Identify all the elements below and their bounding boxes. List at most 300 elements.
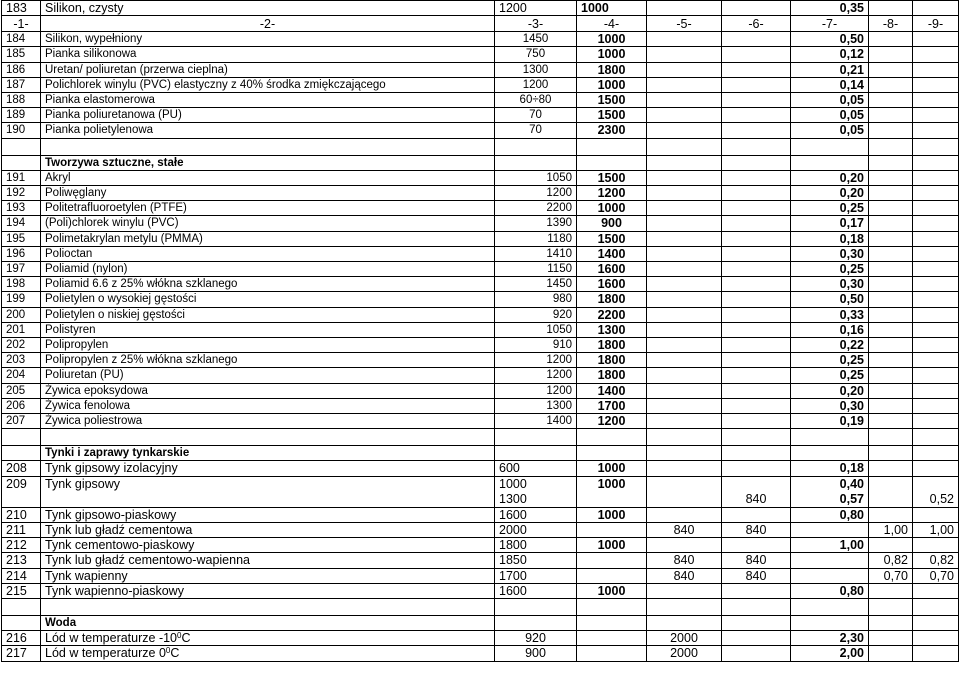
superscript: 0	[165, 646, 171, 656]
section-header-row	[2, 615, 959, 630]
table-cell	[869, 353, 913, 368]
conductivity-value: 0,12	[791, 47, 869, 62]
density-value: 600	[495, 461, 577, 476]
table-cell	[722, 32, 791, 47]
table-cell	[869, 398, 913, 413]
material-name: Silikon, wypełniony	[41, 32, 495, 47]
table-cell	[647, 1, 722, 16]
table-cell	[2, 155, 41, 170]
table-cell	[869, 1, 913, 16]
table-cell	[722, 631, 791, 646]
spacer-row	[2, 598, 959, 615]
table-value: 2000	[647, 646, 722, 661]
table-cell	[2, 615, 41, 630]
density-value: 1410	[495, 246, 577, 261]
specific-heat-value: 2300	[577, 123, 647, 138]
materials-table	[1, 0, 959, 662]
row-number: 206	[2, 398, 41, 413]
table-cell	[722, 93, 791, 108]
table-cell	[577, 138, 647, 155]
table-cell	[869, 446, 913, 461]
material-name: Pianka polietylenowa	[41, 123, 495, 138]
material-name: Akryl	[41, 170, 495, 185]
row-number: 215	[2, 583, 41, 598]
row-number: 199	[2, 292, 41, 307]
table-cell	[2, 446, 41, 461]
material-name: (Poli)chlorek winylu (PVC)	[41, 216, 495, 231]
density-value: 1600	[495, 583, 577, 598]
material-name: Polipropylen z 25% włókna szklanego	[41, 353, 495, 368]
table-row	[2, 461, 959, 476]
material-name: Tynk cementowo-piaskowy	[41, 538, 495, 553]
table-cell	[647, 123, 722, 138]
column-header: -3-	[495, 16, 577, 32]
table-value: 840	[722, 568, 791, 583]
row-number: 189	[2, 108, 41, 123]
table-value	[913, 538, 959, 553]
table-cell	[913, 216, 959, 231]
specific-heat-value: 1300	[577, 322, 647, 337]
density-value: 1150	[495, 262, 577, 277]
table-row	[2, 1, 959, 16]
table-cell	[722, 615, 791, 630]
density-value: 1450	[495, 32, 577, 47]
row-number: 185	[2, 47, 41, 62]
row-number: 202	[2, 338, 41, 353]
conductivity-value: 0,30	[791, 398, 869, 413]
table-cell	[647, 476, 722, 507]
table-cell	[647, 353, 722, 368]
table-row	[2, 414, 959, 429]
table-cell	[913, 292, 959, 307]
table-cell	[722, 216, 791, 231]
table-cell	[913, 170, 959, 185]
table-cell	[869, 598, 913, 615]
table-cell	[722, 201, 791, 216]
table-value: 840	[722, 522, 791, 537]
table-value	[913, 507, 959, 522]
section-header-row	[2, 446, 959, 461]
table-row	[2, 522, 959, 537]
density-value: 1700	[495, 568, 577, 583]
table-cell	[722, 398, 791, 413]
table-cell	[913, 93, 959, 108]
table-value	[722, 461, 791, 476]
table-cell	[913, 262, 959, 277]
table-value: 840	[745, 491, 767, 506]
table-cell	[913, 186, 959, 201]
row-number: 210	[2, 507, 41, 522]
table-value	[647, 507, 722, 522]
table-value: 1,00	[913, 522, 959, 537]
material-name: Uretan/ poliuretan (przerwa cieplna)	[41, 62, 495, 77]
table-value	[647, 583, 722, 598]
spacer-row	[2, 138, 959, 155]
row-number: 191	[2, 170, 41, 185]
table-cell	[647, 138, 722, 155]
density-value: 1050	[495, 170, 577, 185]
row-number: 195	[2, 231, 41, 246]
density-value: 70	[495, 123, 577, 138]
table-cell	[869, 123, 913, 138]
table-cell	[577, 598, 647, 615]
table-value: 1,00	[869, 522, 913, 537]
table-cell	[791, 138, 869, 155]
table-cell	[722, 383, 791, 398]
table-value: 0,70	[869, 568, 913, 583]
table-cell	[913, 47, 959, 62]
table-cell	[791, 615, 869, 630]
table-cell	[869, 77, 913, 92]
table-cell	[722, 429, 791, 446]
table-cell	[722, 108, 791, 123]
table-value	[913, 583, 959, 598]
material-name	[41, 631, 495, 646]
table-row	[2, 368, 959, 383]
density-value: 2200	[495, 201, 577, 216]
row-number: 190	[2, 123, 41, 138]
table-cell	[647, 414, 722, 429]
table-cell	[869, 615, 913, 630]
conductivity-value: 0,57	[839, 491, 864, 506]
material-name: Pianka silikonowa	[41, 47, 495, 62]
column-header: -1-	[2, 16, 41, 32]
table-cell	[722, 414, 791, 429]
column-header: -7-	[791, 16, 869, 32]
row-number: 188	[2, 93, 41, 108]
column-header: -6-	[722, 16, 791, 32]
specific-heat-value: 1500	[577, 170, 647, 185]
row-number: 209	[2, 476, 41, 507]
table-cell	[913, 368, 959, 383]
table-cell	[913, 338, 959, 353]
table-value: 840	[647, 553, 722, 568]
table-cell	[495, 615, 577, 630]
density-value: 1800	[495, 538, 577, 553]
material-name: Tynk gipsowy	[41, 476, 495, 507]
row-number: 204	[2, 368, 41, 383]
table-row	[2, 62, 959, 77]
density-value: 1200	[495, 368, 577, 383]
conductivity-value: 0,25	[791, 368, 869, 383]
table-cell	[647, 216, 722, 231]
specific-heat-value: 1000	[577, 507, 647, 522]
table-row	[2, 568, 959, 583]
specific-heat-value: 1000	[577, 461, 647, 476]
table-value: 0,82	[869, 553, 913, 568]
specific-heat-value: 1400	[577, 383, 647, 398]
table-cell	[869, 170, 913, 185]
table-cell	[647, 446, 722, 461]
table-row	[2, 631, 959, 646]
material-name: Polietylen o niskiej gęstości	[41, 307, 495, 322]
table-cell	[647, 322, 722, 337]
row-number: 214	[2, 568, 41, 583]
superscript: 0	[177, 631, 182, 641]
specific-heat-value	[577, 522, 647, 537]
conductivity-value: 2,00	[791, 646, 869, 661]
table-cell	[647, 77, 722, 92]
table-cell	[913, 631, 959, 646]
table-cell	[869, 292, 913, 307]
table-cell	[647, 615, 722, 630]
table-row	[2, 398, 959, 413]
conductivity-value	[791, 553, 869, 568]
row-number: 196	[2, 246, 41, 261]
specific-heat-value: 1800	[577, 353, 647, 368]
table-body	[2, 1, 959, 662]
material-name: Polipropylen	[41, 338, 495, 353]
material-name: Polimetakrylan metylu (PMMA)	[41, 231, 495, 246]
table-cell	[647, 108, 722, 123]
table-cell	[869, 383, 913, 398]
density-value: 1200	[495, 1, 577, 16]
conductivity-value: 0,25	[791, 201, 869, 216]
specific-heat-value: 1000	[577, 47, 647, 62]
density-value: 1200	[495, 353, 577, 368]
conductivity-value: 0,35	[791, 1, 869, 16]
material-name: Żywica fenolowa	[41, 398, 495, 413]
table-cell	[913, 108, 959, 123]
material-name: Silikon, czysty	[41, 1, 495, 16]
conductivity-value: 0,22	[791, 338, 869, 353]
material-name: Żywica epoksydowa	[41, 383, 495, 398]
specific-heat-value: 1800	[577, 62, 647, 77]
table-cell	[722, 646, 791, 661]
density-value: 1300	[495, 62, 577, 77]
table-cell	[913, 307, 959, 322]
section-header-row	[2, 155, 959, 170]
specific-heat-value: 1800	[577, 368, 647, 383]
density-value: 980	[495, 292, 577, 307]
density-value: 1400	[495, 414, 577, 429]
density-value: 1300	[495, 398, 577, 413]
table-cell	[722, 322, 791, 337]
table-cell	[577, 615, 647, 630]
specific-heat-value	[577, 568, 647, 583]
specific-heat-value: 900	[577, 216, 647, 231]
table-cell	[722, 77, 791, 92]
table-cell	[722, 338, 791, 353]
conductivity-value: 0,18	[791, 461, 869, 476]
table-cell	[913, 138, 959, 155]
table-row	[2, 123, 959, 138]
material-name: Tynk wapienny	[41, 568, 495, 583]
density-value: 1600	[495, 507, 577, 522]
row-number: 184	[2, 32, 41, 47]
row-number: 211	[2, 522, 41, 537]
table-cell	[647, 246, 722, 261]
table-cell	[869, 277, 913, 292]
table-cell	[41, 598, 495, 615]
table-cell	[869, 62, 913, 77]
table-cell	[913, 322, 959, 337]
conductivity-value: 0,21	[791, 62, 869, 77]
table-cell	[913, 615, 959, 630]
conductivity-value: 0,20	[791, 383, 869, 398]
table-cell	[869, 186, 913, 201]
row-number: 186	[2, 62, 41, 77]
unit: C	[170, 646, 180, 661]
density-value: 1050	[495, 322, 577, 337]
specific-heat-value: 1400	[577, 246, 647, 261]
density-value: 920	[495, 631, 577, 646]
table-cell	[869, 155, 913, 170]
material-name: Poliwęglany	[41, 186, 495, 201]
table-cell	[791, 429, 869, 446]
specific-heat-value: 1000	[577, 201, 647, 216]
row-number: 192	[2, 186, 41, 201]
table-cell	[647, 398, 722, 413]
table-cell	[722, 186, 791, 201]
specific-heat-value: 1000	[577, 538, 647, 553]
table-cell	[791, 155, 869, 170]
table-cell	[647, 277, 722, 292]
specific-heat-value: 1000	[577, 32, 647, 47]
table-row	[2, 476, 959, 507]
density-value: 1200	[495, 186, 577, 201]
conductivity-value: 0,25	[791, 353, 869, 368]
row-number: 194	[2, 216, 41, 231]
table-row	[2, 553, 959, 568]
conductivity-value: 0,19	[791, 414, 869, 429]
table-row	[2, 246, 959, 261]
table-cell	[577, 429, 647, 446]
table-row	[2, 186, 959, 201]
material-name: Poliamid 6.6 z 25% włókna szklanego	[41, 277, 495, 292]
material-name: Lód w temperaturze 0	[45, 646, 166, 661]
conductivity-value: 2,30	[791, 631, 869, 646]
table-cell	[495, 138, 577, 155]
table-row	[2, 583, 959, 598]
table-cell	[869, 32, 913, 47]
table-row	[2, 322, 959, 337]
specific-heat-value: 2200	[577, 307, 647, 322]
table-cell	[722, 123, 791, 138]
conductivity-value: 0,50	[791, 32, 869, 47]
row-number: 183	[2, 1, 41, 16]
table-cell	[913, 277, 959, 292]
unit: C	[181, 631, 191, 646]
conductivity-value: 0,80	[791, 583, 869, 598]
table-cell	[577, 631, 647, 646]
density-value: 750	[495, 47, 577, 62]
conductivity-value: 0,20	[791, 186, 869, 201]
table-cell	[869, 429, 913, 446]
table-cell	[722, 446, 791, 461]
table-value	[869, 507, 913, 522]
table-value: 840	[647, 522, 722, 537]
table-cell	[913, 383, 959, 398]
table-cell	[869, 231, 913, 246]
table-cell	[869, 322, 913, 337]
table-value: 2000	[647, 631, 722, 646]
table-cell	[647, 383, 722, 398]
row-number: 201	[2, 322, 41, 337]
row-number: 212	[2, 538, 41, 553]
density-value: 920	[495, 307, 577, 322]
table-cell	[869, 201, 913, 216]
table-row	[2, 47, 959, 62]
table-cell	[495, 155, 577, 170]
density-value: 1850	[495, 553, 577, 568]
section-title: Woda	[41, 615, 495, 630]
column-header: -8-	[869, 16, 913, 32]
table-cell	[495, 598, 577, 615]
table-value	[869, 583, 913, 598]
density-value: 60÷80	[495, 93, 577, 108]
conductivity-value: 0,30	[791, 277, 869, 292]
table-cell	[647, 231, 722, 246]
material-name: Tynk lub gładź cementowo-wapienna	[41, 553, 495, 568]
conductivity-value: 0,18	[791, 231, 869, 246]
material-name: Żywica poliestrowa	[41, 414, 495, 429]
table-cell	[577, 446, 647, 461]
spacer-row	[2, 429, 959, 446]
material-name: Polistyren	[41, 322, 495, 337]
table-cell	[913, 62, 959, 77]
table-cell	[869, 93, 913, 108]
specific-heat-value: 1500	[577, 93, 647, 108]
table-value	[722, 507, 791, 522]
material-name: Tynk gipsowy izolacyjny	[41, 461, 495, 476]
conductivity-value: 1,00	[791, 538, 869, 553]
density-value: 1200	[495, 383, 577, 398]
table-row	[2, 507, 959, 522]
table-value	[913, 461, 959, 476]
table-cell	[647, 292, 722, 307]
conductivity-value: 0,05	[791, 93, 869, 108]
table-cell	[913, 476, 959, 507]
material-name: Pianka elastomerowa	[41, 93, 495, 108]
table-cell	[722, 47, 791, 62]
specific-heat-value: 1000	[577, 77, 647, 92]
table-row	[2, 292, 959, 307]
material-name: Polietylen o wysokiej gęstości	[41, 292, 495, 307]
table-cell	[913, 231, 959, 246]
conductivity-value: 0,33	[791, 307, 869, 322]
table-cell	[647, 338, 722, 353]
column-header: -4-	[577, 16, 647, 32]
table-row	[2, 277, 959, 292]
specific-heat-value	[577, 553, 647, 568]
density-value	[495, 476, 577, 507]
table-cell	[2, 429, 41, 446]
table-cell	[2, 138, 41, 155]
row-number: 217	[2, 646, 41, 661]
row-number: 208	[2, 461, 41, 476]
table-cell	[722, 277, 791, 292]
material-name: Polioctan	[41, 246, 495, 261]
specific-heat-value: 1000	[597, 476, 626, 491]
conductivity-value: 0,80	[791, 507, 869, 522]
table-value: 0,70	[913, 568, 959, 583]
table-cell	[722, 62, 791, 77]
specific-heat-value: 1800	[577, 292, 647, 307]
row-number: 200	[2, 307, 41, 322]
specific-heat-value: 1600	[577, 277, 647, 292]
table-cell	[722, 368, 791, 383]
density-value: 900	[495, 646, 577, 661]
table-cell	[722, 1, 791, 16]
table-cell	[495, 446, 577, 461]
table-cell	[647, 186, 722, 201]
table-cell	[647, 262, 722, 277]
density-value: 70	[495, 108, 577, 123]
column-header: -9-	[913, 16, 959, 32]
table-cell	[647, 201, 722, 216]
density-value: 1200	[495, 77, 577, 92]
